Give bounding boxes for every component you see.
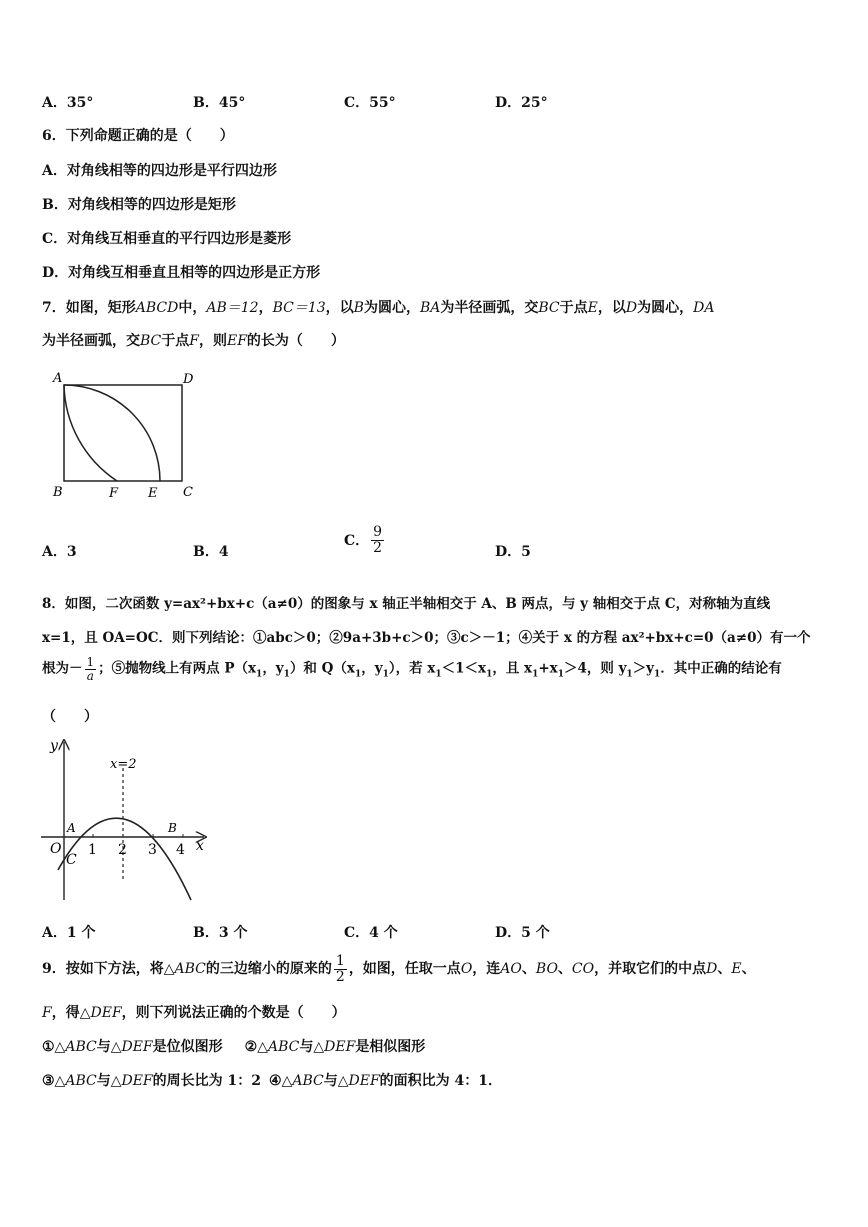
q7-arc-from-d: [64, 385, 117, 481]
q9-statements-line1: [42, 1036, 425, 1056]
q9-statement-2: ②△ABC与△DEF是相似图形: [244, 1039, 426, 1055]
q7-stem-line2: 为半径画弧，交BC于点F，则EF的长为（ ）: [42, 333, 345, 349]
q8-fraction: $\frac{1}{a}$: [86, 655, 95, 683]
q8-label-x: x: [196, 838, 204, 854]
q8-label-x2: x=2: [110, 757, 137, 772]
q8-option-a: A．1 个: [42, 925, 96, 941]
q7-label-b: B: [53, 485, 63, 500]
q6-option-b: B．对角线相等的四边形是矩形: [42, 197, 236, 213]
q9-fraction: $\frac{1}{2}$: [335, 952, 345, 985]
q7-rectangle-figure: [48, 368, 208, 508]
q8-stem-line4: （ ）: [42, 709, 98, 725]
q8-stem-line1: 8．如图，二次函数 y=ax²+bx+c（a≠0）的图象与 x 轴正半轴相交于 A、B 两点，与 y 轴相交于点 C，对称轴为直线: [42, 596, 771, 612]
q8-tick-label-4: 4: [176, 842, 185, 858]
q5-option-b: B．45°: [193, 95, 246, 111]
q6-stem: 6．下列命题正确的是（ ）: [42, 128, 234, 144]
q6-option-a: A．对角线相等的四边形是平行四边形: [42, 163, 277, 179]
q7-label-e: E: [148, 486, 158, 501]
q8-label-c: C: [66, 852, 77, 868]
q5-option-c: C．55°: [344, 95, 396, 111]
q9-stem-line1: 9．按如下方法，将△ABC的三边缩小的原来的 $\frac{1}{2}$ ，如图，任取一点O，连AO、BO、CO，并取它们的中点D、E、: [42, 952, 756, 985]
q7-option-a: A．3: [42, 544, 77, 560]
q8-option-d: D．5 个: [495, 925, 550, 941]
q8-label-o: O: [50, 841, 62, 857]
q7-option-c: C． $\frac{9}{2}$: [344, 524, 383, 556]
q8-tick-label-3: 3: [148, 842, 157, 858]
q7-option-c-fraction: $\frac{9}{2}$: [373, 524, 383, 556]
q8-label-b: B: [168, 821, 177, 835]
q9-statement-4: ④△ABC与△DEF的面积比为 4：1．: [269, 1073, 503, 1089]
q6-option-c: C．对角线互相垂直的平行四边形是菱形: [42, 231, 292, 247]
q8-label-y: y: [50, 738, 58, 754]
q9-stem-line2: F，得△DEF，则下列说法正确的个数是（ ）: [42, 1005, 346, 1021]
q8-stem-line2: x=1，且 OA=OC．则下列结论：①abc＞0；②9a+3b+c＞0；③c＞－1；④关于 x 的方程 ax²+bx+c=0（a≠0）有一个: [42, 630, 811, 646]
q8-parabola-figure: [36, 730, 216, 910]
q7-label-f: F: [109, 486, 119, 501]
q9-statement-1: ①△ABC与△DEF是位似图形: [42, 1039, 223, 1055]
q8-option-c: C．4 个: [344, 925, 398, 941]
q7-label-a: A: [53, 371, 63, 386]
q6-option-d: D．对角线互相垂直且相等的四边形是正方形: [42, 265, 321, 281]
q8-option-b: B．3 个: [193, 925, 248, 941]
q5-option-d: D．25°: [495, 95, 548, 111]
q8-tick-label-1: 1: [88, 842, 97, 858]
q7-stem-line1: 7．如图，矩形ABCD中，AB＝12，BC＝13，以B为圆心，BA为半径画弧，交BC于点E，以D为圆心，DA: [42, 300, 715, 316]
q7-label-c: C: [183, 485, 193, 500]
q8-tick-label-2: 2: [118, 842, 127, 858]
q7-label-d: D: [183, 372, 194, 387]
q7-rectangle: [64, 385, 182, 481]
q8-label-a: A: [67, 821, 76, 835]
q5-option-a: A．35°: [42, 95, 94, 111]
q9-statements-line2: [42, 1070, 502, 1090]
q7-option-b: B．4: [193, 544, 229, 560]
q8-stem-line3: 根为－ $\frac{1}{a}$ ；⑤抛物线上有两点 $P(x_1$，$y_1$）和 $Q(x_1$，$y_1$），若 $x_1<1<x_1$，且 $x_1+x_1>4$，则 $y_1>y_1$．其中正确的结论有: [42, 655, 782, 683]
q7-option-d: D．5: [495, 544, 531, 560]
q7-arc-from-b: [64, 385, 160, 481]
q9-statement-3: ③△ABC与△DEF的周长比为 1：2: [42, 1073, 262, 1089]
